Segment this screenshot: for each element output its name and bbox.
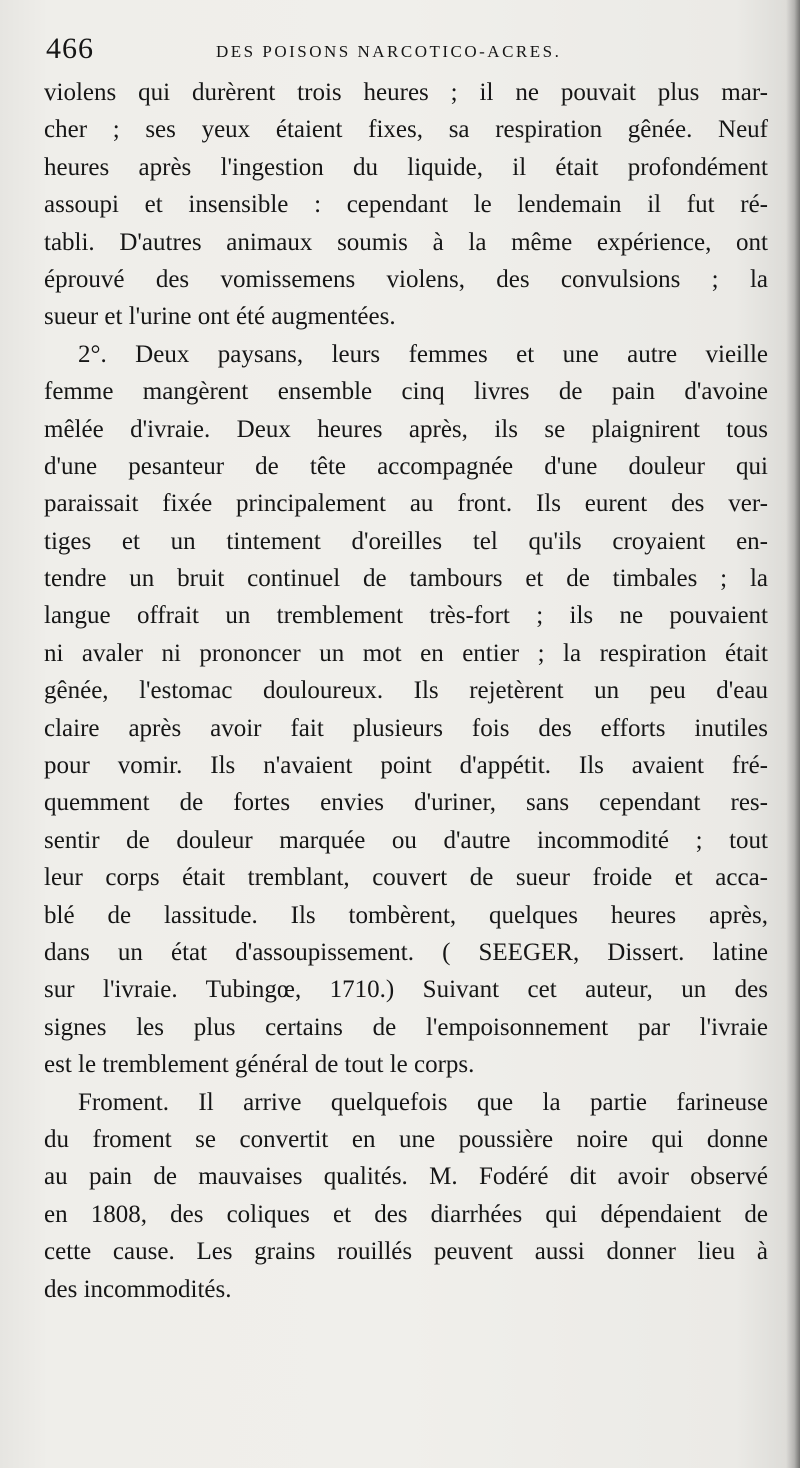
text-line: cette cause. Les grains rouillés peuvent aussi donner lieu à <box>44 1238 768 1266</box>
text-line: assoupi et insensible : cependant le lendemain il fut ré- <box>44 191 768 219</box>
text-line: des incommodités. <box>44 1275 232 1303</box>
text-line: mêlée d'ivraie. Deux heures après, ils se plaignirent tous <box>44 415 768 443</box>
text-line: tabli. D'autres animaux soumis à la même expérience, ont <box>44 228 768 256</box>
page-binding-shadow <box>786 0 800 1468</box>
text-line: pour vomir. Ils n'avaient point d'appétit. Ils avaient fré- <box>44 752 768 780</box>
text-line: sur l'ivraie. Tubingœ, 1710.) Suivant cet auteur, un des <box>44 976 768 1004</box>
text-line: ni avaler ni prononcer un mot en entier ; la respiration était <box>44 639 768 667</box>
text-line: est le tremblement général de tout le corps. <box>44 1051 475 1079</box>
text-line: du froment se convertit en une poussière noire qui donne <box>44 1125 768 1153</box>
text-line: blé de lassitude. Ils tombèrent, quelques heures après, <box>44 901 768 929</box>
text-line: d'une pesanteur de tête accompagnée d'une douleur qui <box>44 452 768 480</box>
text-line: violens qui durèrent trois heures ; il ne pouvait plus mar- <box>44 79 768 106</box>
text-line: paraissait fixée principalement au front. Ils eurent des ver- <box>44 490 768 518</box>
text-line: heures après l'ingestion du liquide, il était profondément <box>44 153 768 181</box>
text-line: sueur et l'urine ont été augmentées. <box>44 303 396 331</box>
text-line: 2°. Deux paysans, leurs femmes et une autre vieille <box>78 340 768 368</box>
text-line: quemment de fortes envies d'uriner, sans cependant res- <box>44 789 768 817</box>
text-line: dans un état d'assoupissement. ( SEEGER, Dissert. latine <box>44 938 768 966</box>
text-line: cher ; ses yeux étaient fixes, sa respiration gênée. Neuf <box>44 116 768 144</box>
text-line: gênée, l'estomac douloureux. Ils rejetèrent un peu d'eau <box>44 677 768 705</box>
text-line: femme mangèrent ensemble cinq livres de pain d'avoine <box>44 378 768 406</box>
text-line: Froment. Il arrive quelquefois que la partie farineuse <box>78 1088 768 1116</box>
text-line: tendre un bruit continuel de tambours et de timbales ; la <box>44 565 768 593</box>
text-line: au pain de mauvaises qualités. M. Fodéré dit avoir observé <box>44 1163 768 1191</box>
text-line: leur corps était tremblant, couvert de sueur froide et acca- <box>44 864 768 892</box>
text-line: en 1808, des coliques et des diarrhées qui dépendaient de <box>44 1200 768 1228</box>
text-line: langue offrait un tremblement très-fort ; ils ne pouvaient <box>44 602 768 630</box>
text-line: sentir de douleur marquée ou d'autre incommodité ; tout <box>44 826 768 854</box>
text-line: signes les plus certains de l'empoisonnement par l'ivraie <box>44 1013 768 1041</box>
page-header <box>46 28 766 72</box>
page-number: 466 <box>46 32 94 65</box>
text-line: éprouvé des vomissemens violens, des convulsions ; la <box>44 265 768 293</box>
running-title: DES POISONS NARCOTICO-ACRES. <box>216 42 562 61</box>
text-line: claire après avoir fait plusieurs fois des efforts inutiles <box>44 714 768 742</box>
text-line: tiges et un tintement d'oreilles tel qu'ils croyaient en- <box>44 527 768 555</box>
body-text <box>44 74 768 1308</box>
